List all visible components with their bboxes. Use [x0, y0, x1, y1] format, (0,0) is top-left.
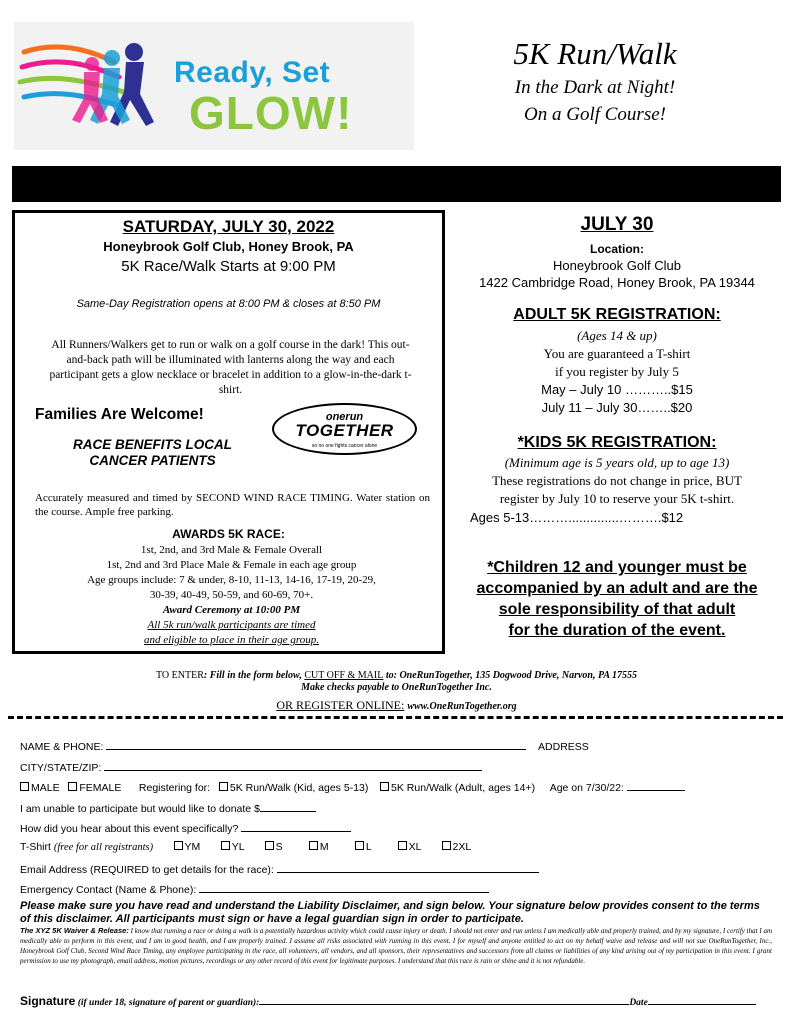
- emergency-field[interactable]: [199, 882, 489, 893]
- emergency-label: Emergency Contact (Name & Phone):: [20, 884, 197, 896]
- online-url[interactable]: www.OneRunTogether.org: [407, 701, 517, 712]
- onerun-together-logo: [272, 403, 417, 455]
- form-row-emergency: [20, 882, 489, 896]
- event-info-box: [12, 210, 445, 654]
- award-line: and eligible to place in their age group.: [144, 634, 319, 646]
- heard-field[interactable]: [241, 821, 351, 832]
- event-description: All Runners/Walkers get to run or walk on a golf course in the dark! This out-and-back path will be illuminated with lanterns along the way and each participant gets a glow necklace or bracelet in addition to a glow-in-the-dark t-shirt.: [49, 339, 412, 396]
- benefits-line-2: CANCER PATIENTS: [89, 453, 216, 468]
- kid-option-label: 5K Run/Walk (Kid, ages 5-13): [229, 782, 369, 794]
- families-welcome: Families Are Welcome!: [35, 406, 204, 423]
- tshirt-label: T-Shirt: [20, 841, 54, 853]
- form-row-tshirt: [20, 841, 471, 853]
- size-checkbox[interactable]: [355, 841, 364, 850]
- form-row-email: [20, 862, 539, 876]
- tshirt-note: (free for all registrants): [53, 842, 154, 853]
- event-subtitle-1: In the Dark at Night!: [514, 77, 676, 98]
- logo-line2: GLOW!: [189, 87, 353, 139]
- donate-label: I am unable to participate but would like to donate $: [20, 803, 260, 815]
- same-day-registration: Same-Day Registration opens at 8:00 PM & closes at 8:50 PM: [76, 298, 381, 310]
- adult-ages: (Ages 14 & up): [577, 328, 657, 343]
- size-label: YM: [184, 841, 201, 853]
- date-label: Date: [629, 998, 648, 1008]
- event-logo: [14, 22, 414, 150]
- enter-text-2: to: OneRunTogether, 135 Dogwood Drive, Narvon, PA 17555: [383, 670, 637, 681]
- waiver-label: The XYZ 5K Waiver & Release:: [20, 926, 129, 935]
- logo-line1: Ready, Set: [174, 56, 331, 89]
- awards-heading: AWARDS 5K RACE:: [172, 527, 285, 541]
- checks-payable: Make checks payable to OneRunTogether Inc.: [301, 682, 492, 693]
- donate-field[interactable]: [260, 801, 316, 812]
- name-phone-field[interactable]: [106, 739, 526, 750]
- registering-label: Registering for:: [138, 782, 211, 794]
- enter-label: TO ENTER: [156, 670, 204, 681]
- size-checkbox[interactable]: [309, 841, 318, 850]
- children-warning: for the duration of the event.: [508, 622, 726, 639]
- award-line: 30-39, 40-49, 50-59, and 60-69, 70+.: [149, 589, 314, 601]
- address-label: ADDRESS: [538, 741, 589, 753]
- right-date: JULY 30: [580, 214, 654, 235]
- enter-cutoff: CUT OFF & MAIL: [304, 670, 384, 681]
- award-line: 1st, 2nd and 3rd Place Male & Female in each age group: [106, 559, 357, 571]
- form-row-gender: [20, 780, 685, 794]
- adult-option-checkbox[interactable]: [380, 782, 389, 791]
- children-warning: *Children 12 and younger must be: [487, 559, 747, 576]
- female-label: FEMALE: [79, 782, 122, 794]
- size-checkbox[interactable]: [442, 841, 451, 850]
- event-start-time: 5K Race/Walk Starts at 9:00 PM: [121, 258, 336, 275]
- heard-label: How did you hear about this event specifically?: [20, 823, 239, 835]
- tshirt-guarantee-1: You are guaranteed a T-shirt: [543, 346, 691, 361]
- size-checkbox[interactable]: [265, 841, 274, 850]
- liability-disclaimer: Please make sure you have read and understand the Liability Disclaimer, and sign below. Your signature below provides consent to the terms of this disclaimer. All participants must sign or have a legal guardian sign in order to participate.: [20, 900, 760, 925]
- size-label: M: [319, 841, 329, 853]
- timing-info: Accurately measured and timed by SECOND WIND RACE TIMING. Water station on the course. Ample free parking.: [35, 492, 430, 518]
- enter-instructions: [12, 670, 781, 681]
- size-label: XL: [408, 841, 422, 853]
- city-field[interactable]: [104, 760, 482, 771]
- kids-note-2: register by July 10 to reserve your 5K t-shirt.: [499, 491, 735, 506]
- kids-note-1: These registrations do not change in price, BUT: [492, 473, 742, 488]
- event-subtitle-2: On a Golf Course!: [524, 104, 666, 125]
- signature-row: [20, 994, 780, 1008]
- size-checkbox[interactable]: [398, 841, 407, 850]
- award-line: All 5k run/walk participants are timed: [147, 619, 316, 631]
- size-label: 2XL: [452, 841, 472, 853]
- org-logo-main: TOGETHER: [295, 421, 394, 440]
- enter-text-1: : Fill in the form below,: [203, 670, 305, 681]
- form-row-city: [20, 760, 482, 774]
- adult-registration-heading: ADULT 5K REGISTRATION:: [513, 306, 721, 323]
- award-line: 1st, 2nd, and 3rd Male & Female Overall: [140, 544, 323, 556]
- form-row-donate: [20, 801, 316, 815]
- adult-option-label: 5K Run/Walk (Adult, ages 14+): [391, 782, 536, 794]
- email-label: Email Address (REQUIRED to get details for the race):: [20, 864, 274, 876]
- cut-line: [8, 716, 783, 719]
- kid-option-checkbox[interactable]: [219, 782, 228, 791]
- size-checkbox[interactable]: [221, 841, 230, 850]
- location-label: Location:: [590, 242, 644, 256]
- name-phone-label: NAME & PHONE:: [20, 741, 104, 753]
- register-online: [12, 698, 781, 713]
- waiver-text: [20, 926, 772, 966]
- signature-note: (if under 18, signature of parent or guardian):: [75, 998, 260, 1008]
- male-checkbox[interactable]: [20, 782, 29, 791]
- size-label: S: [275, 841, 283, 853]
- form-row-heard: [20, 821, 351, 835]
- children-warning: accompanied by an adult and are the: [476, 580, 758, 597]
- size-checkbox[interactable]: [174, 841, 183, 850]
- online-label: OR REGISTER ONLINE:: [276, 698, 405, 712]
- children-warning: sole responsibility of that adult: [498, 601, 736, 618]
- age-label: Age on 7/30/22:: [549, 782, 624, 794]
- award-ceremony: Award Ceremony at 10:00 PM: [162, 604, 301, 616]
- signature-field[interactable]: [259, 994, 629, 1005]
- adult-price-early: May – July 10 ………..$15: [541, 382, 693, 397]
- city-label: CITY/STATE/ZIP:: [20, 762, 102, 774]
- male-label: MALE: [31, 782, 60, 794]
- kids-price: Ages 5-13………..............……….$12: [470, 510, 684, 525]
- award-line: Age groups include: 7 & under, 8-10, 11-13, 14-16, 17-19, 20-29,: [87, 574, 376, 586]
- event-title: 5K Run/Walk: [513, 36, 677, 71]
- waiver-body: I know that running a race or doing a walk is a potentially hazardous activity which could cause injury or death. I should not enter and run unless I am medically able and properly trained, and by my signature, I certify that I am medically able to perform in this event, and I am in good health, and I am properly trained. I assume all risks associated with running in this event. I for myself and anyone entitled to act on my behalf waive and release and will not sue OneRunTogether, Inc., Honeybrook Golf Club, Second Wind Race Timing, any employee participating in the race, all volunteers, all vendors, and all sponsors, their representatives and successors from all claims or liabilities of any kind arising out of my participation in this event. I grant permission to use my photograph, email address, motion pictures, recordings or any other record of this event for legitimate purposes. I understand that this race is rain or shine and it is not refundable.: [20, 927, 773, 965]
- event-date: SATURDAY, JULY 30, 2022: [122, 217, 335, 236]
- location-venue: Honeybrook Golf Club: [553, 258, 681, 273]
- email-field[interactable]: [277, 862, 539, 873]
- date-field[interactable]: [648, 994, 756, 1005]
- runner-silhouettes-icon: [14, 22, 174, 150]
- divider-bar: [12, 166, 781, 202]
- org-logo-tag: so no one fights cancer alone: [311, 443, 378, 449]
- form-row-name: [20, 739, 589, 753]
- size-label: L: [365, 841, 372, 853]
- female-checkbox[interactable]: [68, 782, 77, 791]
- benefits-line-1: RACE BENEFITS LOCAL: [72, 437, 232, 452]
- age-field[interactable]: [627, 780, 685, 791]
- kids-registration-heading: *KIDS 5K REGISTRATION:: [517, 434, 717, 451]
- event-venue: Honeybrook Golf Club, Honey Brook, PA: [103, 239, 354, 254]
- signature-label: Signature: [20, 994, 76, 1008]
- kids-min-age: (Minimum age is 5 years old, up to age 13): [504, 455, 730, 470]
- race-benefits: [35, 437, 270, 469]
- org-logo-top: onerun: [325, 411, 364, 423]
- tshirt-guarantee-2: if you register by July 5: [555, 364, 679, 379]
- size-label: YL: [231, 841, 245, 853]
- location-address: 1422 Cambridge Road, Honey Brook, PA 19344: [479, 275, 755, 290]
- adult-price-late: July 11 – July 30……..$20: [541, 400, 693, 415]
